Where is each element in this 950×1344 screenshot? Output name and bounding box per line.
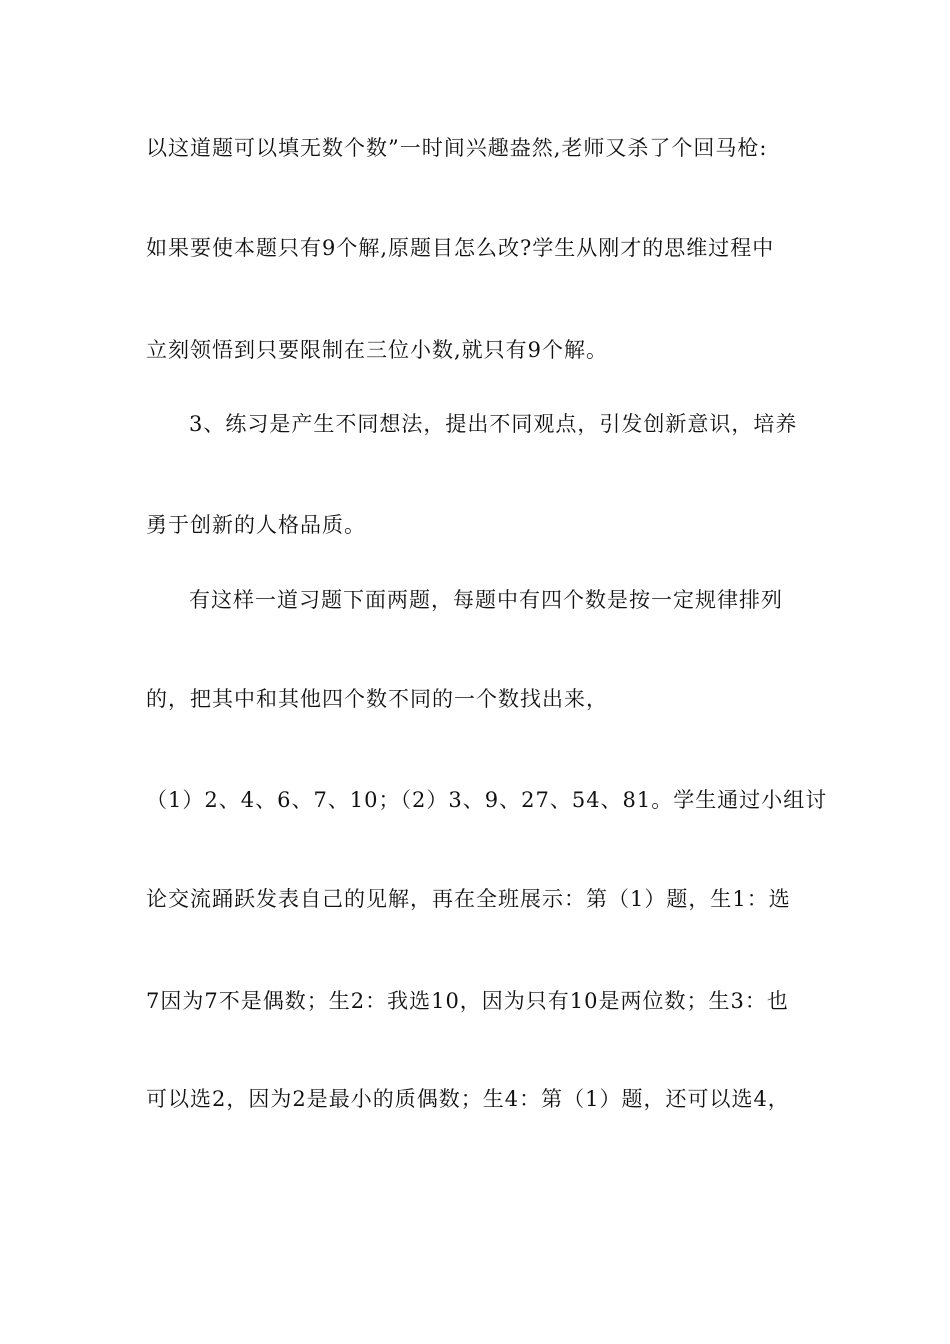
text-line: 论交流踊跃发表自己的见解，再在全班展示：第（1）题，生1：选 xyxy=(146,887,791,911)
paragraph-start: 有这样一道习题下面两题，每题中有四个数是按一定规律排列 xyxy=(189,588,783,612)
text-line: 勇于创新的人格品质。 xyxy=(146,513,366,537)
text-line: 如果要使本题只有9个解,原题目怎么改?学生从刚才的思维过程中 xyxy=(146,236,775,260)
text-line: 以这道题可以填无数个数”一时间兴趣盎然,老师又杀了个回马枪: xyxy=(146,136,768,160)
paragraph-heading: 3、练习是产生不同想法，提出不同观点，引发创新意识，培养 xyxy=(189,412,798,436)
text-line: 7因为7不是偶数；生2：我选10，因为只有10是两位数；生3：也 xyxy=(146,989,789,1013)
text-line: 可以选2，因为2是最小的质偶数；生4：第（1）题，还可以选4， xyxy=(146,1087,790,1111)
text-line: （1）2、4、6、7、10；（2）3、9、27、54、81。学生通过小组讨 xyxy=(146,788,828,812)
text-line: 立刻领悟到只要限制在三位小数,就只有9个解。 xyxy=(146,338,609,362)
text-line: 的，把其中和其他四个数不同的一个数找出来， xyxy=(146,687,608,711)
